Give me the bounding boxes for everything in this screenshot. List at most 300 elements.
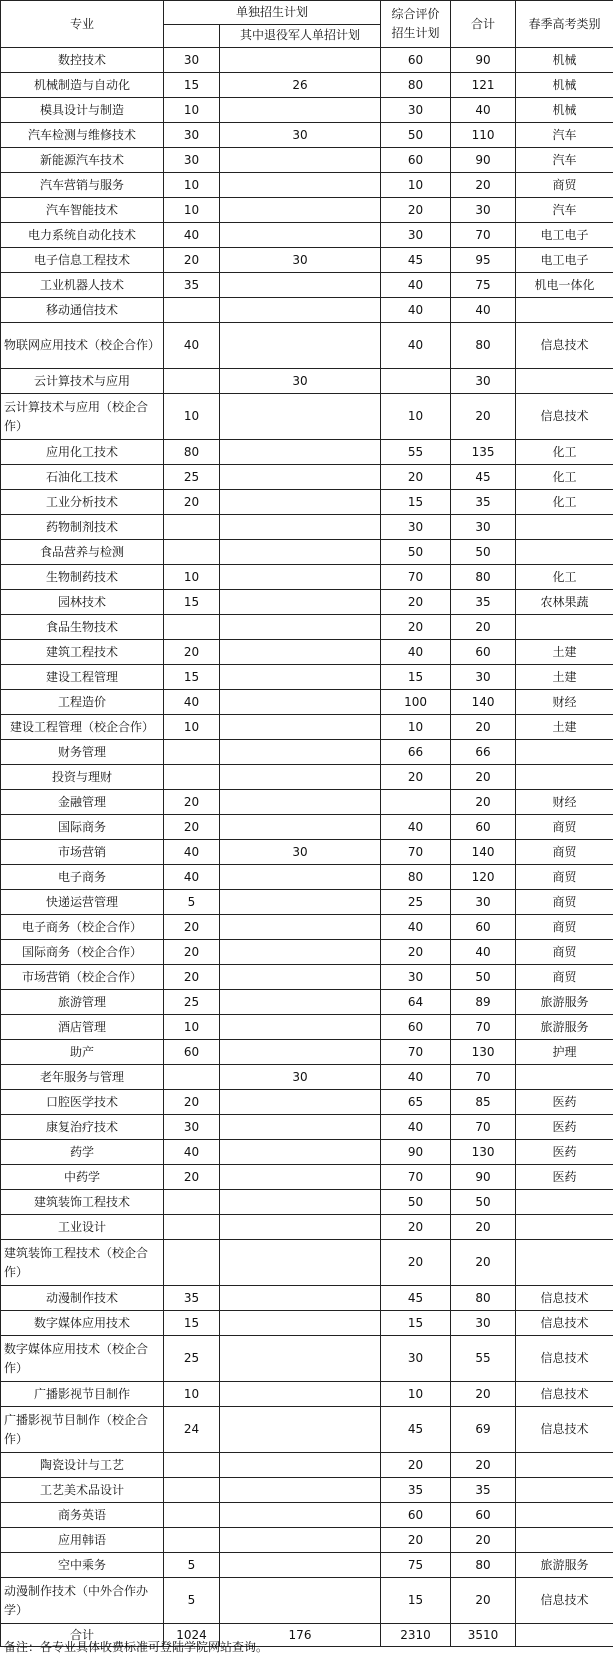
cell-total: 66 xyxy=(451,740,516,765)
cell-veteran xyxy=(220,323,381,369)
cell-category: 商贸 xyxy=(516,965,613,990)
cell-name: 酒店管理 xyxy=(1,1015,164,1040)
cell-veteran xyxy=(220,815,381,840)
cell-category: 机电一体化 xyxy=(516,273,613,298)
cell-total: 135 xyxy=(451,440,516,465)
cell-total: 20 xyxy=(451,1528,516,1553)
cell-comp: 20 xyxy=(381,1453,451,1478)
cell-comp: 30 xyxy=(381,965,451,990)
cell-name: 动漫制作技术（中外合作办学） xyxy=(1,1578,164,1624)
table-row xyxy=(1,1578,613,1624)
cell-name: 建设工程管理 xyxy=(1,665,164,690)
cell-comp: 10 xyxy=(381,715,451,740)
cell-veteran xyxy=(220,173,381,198)
header-total: 合计 xyxy=(451,1,516,48)
cell-comp: 70 xyxy=(381,840,451,865)
cell-total: 35 xyxy=(451,1478,516,1503)
cell-single xyxy=(164,1190,220,1215)
cell-name: 康复治疗技术 xyxy=(1,1115,164,1140)
cell-veteran xyxy=(220,148,381,173)
cell-comp: 35 xyxy=(381,1478,451,1503)
footnote: 备注：各专业具体收费标准可登陆学院网站查询。 xyxy=(4,1640,269,1654)
cell-name: 建筑工程技术 xyxy=(1,640,164,665)
cell-category: 汽车 xyxy=(516,198,613,223)
table-row xyxy=(1,173,613,198)
cell-single xyxy=(164,1528,220,1553)
cell-total: 30 xyxy=(451,515,516,540)
cell-single: 10 xyxy=(164,1382,220,1407)
cell-comp: 40 xyxy=(381,815,451,840)
cell-comp: 40 xyxy=(381,323,451,369)
cell-veteran xyxy=(220,1578,381,1624)
cell-veteran xyxy=(220,665,381,690)
cell-total: 40 xyxy=(451,298,516,323)
cell-single: 20 xyxy=(164,640,220,665)
cell-name: 云计算技术与应用 xyxy=(1,369,164,394)
cell-name: 药物制剂技术 xyxy=(1,515,164,540)
cell-category: 化工 xyxy=(516,465,613,490)
cell-name: 金融管理 xyxy=(1,790,164,815)
cell-comp: 20 xyxy=(381,465,451,490)
cell-total: 20 xyxy=(451,765,516,790)
cell-category xyxy=(516,1065,613,1090)
cell-category: 信息技术 xyxy=(516,394,613,440)
table-row xyxy=(1,715,613,740)
cell-total: 40 xyxy=(451,98,516,123)
cell-total: 70 xyxy=(451,1115,516,1140)
cell-single: 24 xyxy=(164,1407,220,1453)
cell-name: 建筑装饰工程技术 xyxy=(1,1190,164,1215)
cell-comp: 75 xyxy=(381,1553,451,1578)
cell-name: 空中乘务 xyxy=(1,1553,164,1578)
table-row xyxy=(1,1065,613,1090)
cell-veteran xyxy=(220,790,381,815)
cell-single xyxy=(164,298,220,323)
cell-name: 汽车智能技术 xyxy=(1,198,164,223)
cell-name: 园林技术 xyxy=(1,590,164,615)
table-row xyxy=(1,940,613,965)
cell-single xyxy=(164,369,220,394)
cell-total: 140 xyxy=(451,690,516,715)
cell-veteran xyxy=(220,1407,381,1453)
cell-veteran xyxy=(220,198,381,223)
cell-name: 食品营养与检测 xyxy=(1,540,164,565)
cell-total: 110 xyxy=(451,123,516,148)
cell-single: 40 xyxy=(164,223,220,248)
cell-veteran xyxy=(220,1503,381,1528)
cell-total: 30 xyxy=(451,369,516,394)
cell-single: 25 xyxy=(164,990,220,1015)
table-row xyxy=(1,198,613,223)
total-category xyxy=(516,1624,613,1647)
cell-comp: 40 xyxy=(381,1115,451,1140)
cell-name: 商务英语 xyxy=(1,1503,164,1528)
cell-name: 食品生物技术 xyxy=(1,615,164,640)
cell-total: 90 xyxy=(451,148,516,173)
table-row xyxy=(1,990,613,1015)
cell-veteran: 30 xyxy=(220,123,381,148)
cell-total: 70 xyxy=(451,1065,516,1090)
table-row xyxy=(1,1407,613,1453)
cell-single: 20 xyxy=(164,1090,220,1115)
cell-comp: 60 xyxy=(381,1015,451,1040)
cell-name: 数字媒体应用技术 xyxy=(1,1311,164,1336)
cell-veteran xyxy=(220,615,381,640)
cell-veteran xyxy=(220,915,381,940)
cell-name: 市场营销 xyxy=(1,840,164,865)
cell-total: 20 xyxy=(451,1240,516,1286)
cell-name: 物联网应用技术（校企合作） xyxy=(1,323,164,369)
cell-comp: 40 xyxy=(381,1065,451,1090)
cell-total: 30 xyxy=(451,665,516,690)
cell-single: 20 xyxy=(164,1165,220,1190)
cell-category: 土建 xyxy=(516,665,613,690)
cell-category: 化工 xyxy=(516,490,613,515)
table-row xyxy=(1,740,613,765)
cell-single xyxy=(164,765,220,790)
cell-name: 数控技术 xyxy=(1,48,164,73)
cell-total: 20 xyxy=(451,615,516,640)
cell-single: 40 xyxy=(164,323,220,369)
table-row xyxy=(1,248,613,273)
cell-category xyxy=(516,369,613,394)
cell-single: 25 xyxy=(164,465,220,490)
table-row xyxy=(1,590,613,615)
cell-veteran xyxy=(220,440,381,465)
cell-veteran xyxy=(220,515,381,540)
cell-total: 20 xyxy=(451,394,516,440)
table-row xyxy=(1,915,613,940)
cell-name: 汽车营销与服务 xyxy=(1,173,164,198)
cell-comp xyxy=(381,790,451,815)
cell-name: 电子商务（校企合作） xyxy=(1,915,164,940)
cell-category: 旅游服务 xyxy=(516,1553,613,1578)
cell-comp: 30 xyxy=(381,515,451,540)
cell-comp: 55 xyxy=(381,440,451,465)
cell-veteran xyxy=(220,1553,381,1578)
cell-name: 财务管理 xyxy=(1,740,164,765)
table-row xyxy=(1,1190,613,1215)
cell-name: 中药学 xyxy=(1,1165,164,1190)
cell-name: 老年服务与管理 xyxy=(1,1065,164,1090)
cell-total: 60 xyxy=(451,640,516,665)
cell-comp: 70 xyxy=(381,565,451,590)
cell-single xyxy=(164,540,220,565)
cell-comp: 10 xyxy=(381,394,451,440)
cell-name: 快递运营管理 xyxy=(1,890,164,915)
cell-name: 动漫制作技术 xyxy=(1,1286,164,1311)
cell-single xyxy=(164,615,220,640)
cell-veteran xyxy=(220,1190,381,1215)
cell-category xyxy=(516,765,613,790)
cell-comp: 70 xyxy=(381,1040,451,1065)
cell-comp: 50 xyxy=(381,1190,451,1215)
cell-single: 40 xyxy=(164,690,220,715)
cell-category: 信息技术 xyxy=(516,1311,613,1336)
cell-comp: 80 xyxy=(381,73,451,98)
table-row xyxy=(1,1336,613,1382)
cell-category: 信息技术 xyxy=(516,323,613,369)
cell-category xyxy=(516,298,613,323)
table-row xyxy=(1,1311,613,1336)
cell-veteran xyxy=(220,990,381,1015)
table-row xyxy=(1,369,613,394)
cell-single: 10 xyxy=(164,715,220,740)
cell-category: 汽车 xyxy=(516,123,613,148)
table-row xyxy=(1,1140,613,1165)
table-row xyxy=(1,1165,613,1190)
table-row xyxy=(1,1240,613,1286)
table-row xyxy=(1,865,613,890)
cell-category: 土建 xyxy=(516,640,613,665)
cell-comp: 15 xyxy=(381,1578,451,1624)
cell-comp: 30 xyxy=(381,1336,451,1382)
table-row xyxy=(1,73,613,98)
cell-comp: 20 xyxy=(381,615,451,640)
table-row xyxy=(1,1453,613,1478)
cell-single: 60 xyxy=(164,1040,220,1065)
cell-category: 信息技术 xyxy=(516,1407,613,1453)
table-row xyxy=(1,123,613,148)
cell-category: 商贸 xyxy=(516,940,613,965)
cell-category: 商贸 xyxy=(516,890,613,915)
cell-name: 工业设计 xyxy=(1,1215,164,1240)
cell-veteran xyxy=(220,1165,381,1190)
cell-comp: 50 xyxy=(381,540,451,565)
cell-category xyxy=(516,1528,613,1553)
cell-name: 广播影视节目制作（校企合作） xyxy=(1,1407,164,1453)
table-row xyxy=(1,540,613,565)
cell-category: 信息技术 xyxy=(516,1286,613,1311)
cell-total: 121 xyxy=(451,73,516,98)
cell-single: 30 xyxy=(164,48,220,73)
cell-veteran xyxy=(220,965,381,990)
cell-total: 80 xyxy=(451,1553,516,1578)
cell-total: 85 xyxy=(451,1090,516,1115)
cell-category xyxy=(516,1190,613,1215)
table-row xyxy=(1,48,613,73)
table-row xyxy=(1,1115,613,1140)
cell-veteran xyxy=(220,98,381,123)
cell-comp: 40 xyxy=(381,298,451,323)
cell-name: 汽车检测与维修技术 xyxy=(1,123,164,148)
cell-category: 医药 xyxy=(516,1115,613,1140)
cell-veteran: 30 xyxy=(220,1065,381,1090)
cell-comp: 10 xyxy=(381,1382,451,1407)
cell-total: 20 xyxy=(451,715,516,740)
cell-comp: 40 xyxy=(381,915,451,940)
table-row xyxy=(1,565,613,590)
table-row xyxy=(1,1503,613,1528)
cell-single: 5 xyxy=(164,1553,220,1578)
table-row xyxy=(1,1286,613,1311)
cell-category xyxy=(516,1478,613,1503)
cell-veteran xyxy=(220,890,381,915)
cell-total: 90 xyxy=(451,48,516,73)
header-comprehensive: 综合评价招生计划 xyxy=(381,1,451,48)
cell-veteran xyxy=(220,740,381,765)
table-row xyxy=(1,1553,613,1578)
cell-veteran xyxy=(220,1015,381,1040)
cell-category: 汽车 xyxy=(516,148,613,173)
cell-name: 生物制药技术 xyxy=(1,565,164,590)
cell-category xyxy=(516,1240,613,1286)
cell-veteran xyxy=(220,273,381,298)
cell-name: 新能源汽车技术 xyxy=(1,148,164,173)
cell-total: 20 xyxy=(451,790,516,815)
cell-total: 95 xyxy=(451,248,516,273)
table-row xyxy=(1,765,613,790)
cell-single: 40 xyxy=(164,840,220,865)
cell-veteran xyxy=(220,298,381,323)
cell-single xyxy=(164,1065,220,1090)
cell-comp: 70 xyxy=(381,1165,451,1190)
header-spring-category: 春季高考类别 xyxy=(516,1,613,48)
cell-single: 15 xyxy=(164,665,220,690)
cell-veteran: 30 xyxy=(220,248,381,273)
cell-veteran xyxy=(220,690,381,715)
cell-total: 30 xyxy=(451,890,516,915)
cell-single: 15 xyxy=(164,1311,220,1336)
cell-category xyxy=(516,515,613,540)
cell-total: 75 xyxy=(451,273,516,298)
table-row xyxy=(1,840,613,865)
header-single-plan: 单独招生计划 xyxy=(164,1,381,25)
table-row xyxy=(1,1528,613,1553)
cell-single: 25 xyxy=(164,1336,220,1382)
cell-name: 应用韩语 xyxy=(1,1528,164,1553)
cell-total: 20 xyxy=(451,1453,516,1478)
cell-single xyxy=(164,740,220,765)
cell-single: 20 xyxy=(164,915,220,940)
cell-category: 医药 xyxy=(516,1090,613,1115)
cell-single: 15 xyxy=(164,590,220,615)
table-row xyxy=(1,223,613,248)
header-veteran-plan: 其中退役军人单招计划 xyxy=(220,24,381,48)
table-row xyxy=(1,815,613,840)
cell-veteran xyxy=(220,1215,381,1240)
cell-single: 20 xyxy=(164,815,220,840)
cell-name: 工业分析技术 xyxy=(1,490,164,515)
total-comp: 2310 xyxy=(381,1624,451,1647)
table-row xyxy=(1,665,613,690)
cell-comp: 20 xyxy=(381,940,451,965)
table-row xyxy=(1,965,613,990)
cell-total: 20 xyxy=(451,173,516,198)
cell-name: 陶瓷设计与工艺 xyxy=(1,1453,164,1478)
cell-name: 工业机器人技术 xyxy=(1,273,164,298)
cell-total: 20 xyxy=(451,1382,516,1407)
cell-veteran xyxy=(220,1115,381,1140)
cell-total: 60 xyxy=(451,815,516,840)
cell-veteran xyxy=(220,565,381,590)
cell-category: 电工电子 xyxy=(516,223,613,248)
cell-comp: 20 xyxy=(381,765,451,790)
cell-category: 医药 xyxy=(516,1165,613,1190)
cell-comp: 100 xyxy=(381,690,451,715)
cell-name: 移动通信技术 xyxy=(1,298,164,323)
cell-single: 30 xyxy=(164,1115,220,1140)
cell-single: 40 xyxy=(164,1140,220,1165)
cell-total: 70 xyxy=(451,223,516,248)
cell-category: 化工 xyxy=(516,440,613,465)
table-row xyxy=(1,490,613,515)
cell-comp: 30 xyxy=(381,98,451,123)
cell-total: 30 xyxy=(451,1311,516,1336)
cell-category: 电工电子 xyxy=(516,248,613,273)
cell-total: 80 xyxy=(451,565,516,590)
cell-total: 130 xyxy=(451,1040,516,1065)
cell-veteran xyxy=(220,540,381,565)
cell-category: 土建 xyxy=(516,715,613,740)
cell-total: 80 xyxy=(451,323,516,369)
cell-total: 30 xyxy=(451,198,516,223)
cell-category: 商贸 xyxy=(516,840,613,865)
cell-category: 护理 xyxy=(516,1040,613,1065)
cell-name: 电力系统自动化技术 xyxy=(1,223,164,248)
cell-comp: 45 xyxy=(381,1286,451,1311)
cell-veteran xyxy=(220,394,381,440)
table-row xyxy=(1,298,613,323)
table-row xyxy=(1,890,613,915)
cell-category: 旅游服务 xyxy=(516,990,613,1015)
cell-category: 农林果蔬 xyxy=(516,590,613,615)
total-veteran: 176 xyxy=(220,1624,381,1647)
cell-single: 10 xyxy=(164,565,220,590)
table-row xyxy=(1,615,613,640)
table-row xyxy=(1,394,613,440)
cell-comp: 65 xyxy=(381,1090,451,1115)
cell-veteran xyxy=(220,223,381,248)
cell-category xyxy=(516,740,613,765)
table-body xyxy=(1,48,613,1647)
cell-single: 40 xyxy=(164,865,220,890)
cell-total: 20 xyxy=(451,1215,516,1240)
cell-total: 55 xyxy=(451,1336,516,1382)
cell-comp: 45 xyxy=(381,248,451,273)
cell-category xyxy=(516,1503,613,1528)
table-row xyxy=(1,323,613,369)
cell-name: 国际商务（校企合作） xyxy=(1,940,164,965)
cell-veteran xyxy=(220,715,381,740)
total-total: 3510 xyxy=(451,1624,516,1647)
cell-name: 石油化工技术 xyxy=(1,465,164,490)
cell-name: 国际商务 xyxy=(1,815,164,840)
cell-single xyxy=(164,1503,220,1528)
cell-veteran xyxy=(220,1336,381,1382)
cell-category: 化工 xyxy=(516,565,613,590)
cell-name: 电子商务 xyxy=(1,865,164,890)
cell-category: 机械 xyxy=(516,48,613,73)
cell-name: 电子信息工程技术 xyxy=(1,248,164,273)
cell-name: 工艺美术品设计 xyxy=(1,1478,164,1503)
cell-name: 数字媒体应用技术（校企合作） xyxy=(1,1336,164,1382)
cell-veteran xyxy=(220,1040,381,1065)
cell-category: 商贸 xyxy=(516,815,613,840)
cell-veteran: 26 xyxy=(220,73,381,98)
total-label: 合计 xyxy=(1,1624,164,1647)
cell-veteran xyxy=(220,1528,381,1553)
cell-total: 40 xyxy=(451,940,516,965)
cell-comp: 25 xyxy=(381,890,451,915)
cell-veteran xyxy=(220,765,381,790)
cell-comp: 20 xyxy=(381,1528,451,1553)
cell-single: 5 xyxy=(164,1578,220,1624)
table-row xyxy=(1,98,613,123)
cell-total: 35 xyxy=(451,590,516,615)
cell-single: 10 xyxy=(164,1015,220,1040)
cell-category xyxy=(516,615,613,640)
